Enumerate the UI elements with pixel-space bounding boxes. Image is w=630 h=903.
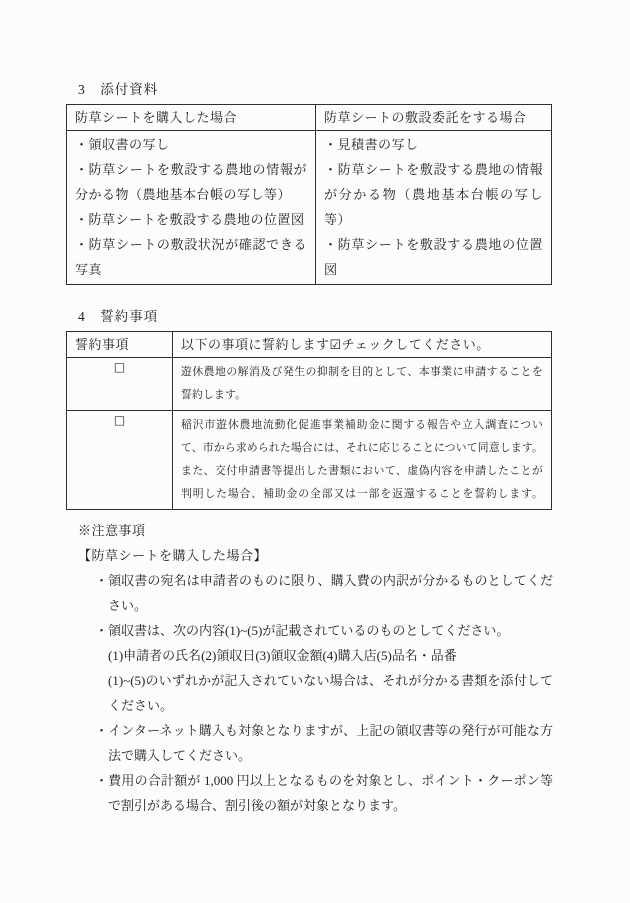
attachments-purchase-header: 防草シートを購入した場合 — [67, 105, 316, 131]
note-subline: (1)申請者の氏名(2)領収日(3)領収金額(4)購入店(5)品名・品番 — [108, 648, 457, 663]
pledge-heading: 4 誓約事項 — [78, 309, 159, 324]
pledge-text-line: また、交付申請書等提出した書類において、虚偽内容を申請したことが — [181, 465, 543, 477]
pledge-text-line: 判明した場合、補助金の全部又は一部を返還することを誓約します。 — [181, 488, 543, 500]
pledge-checkbox-cell-2[interactable] — [67, 411, 173, 510]
list-item: ・見積書の写し — [324, 137, 419, 152]
notes-case-heading: 【防草シートを購入した場合】 — [78, 548, 268, 563]
pledge-instruction: 以下の事項に誓約します☑チェックしてください。 — [173, 332, 552, 358]
note-item: ・インターネット購入も対象となりますが、上記の領収書等の発行が可能な方法で購入してください。 — [95, 723, 553, 763]
list-item: ・防草シートを敷設する農地の位置図 — [324, 237, 543, 277]
list-item: ・防草シートを敷設する農地の情報が分かる物（農地基本台帳の写し等） — [324, 162, 543, 227]
note-item: ・領収書は、次の内容(1)~(5)が記載されているのものとしてください。 — [95, 623, 510, 638]
checkbox-icon: □ — [113, 413, 126, 427]
pledge-header-row — [67, 332, 552, 358]
pledge-row-1 — [67, 358, 552, 411]
attachments-purchase-items — [67, 131, 316, 285]
notes-list — [95, 568, 553, 818]
pledge-checkbox-cell-1[interactable] — [67, 358, 173, 411]
pledge-table — [66, 331, 552, 510]
checkbox-icon: □ — [113, 360, 126, 374]
note-item: ・費用の合計額が 1,000 円以上となるものを対象とし、ポイント・クーポン等で割引がある場合、割引後の額が対象となります。 — [95, 773, 553, 813]
attachments-table — [66, 104, 552, 285]
pledge-label: 誓約事項 — [67, 332, 173, 358]
attachments-header-row — [67, 105, 552, 131]
note-subline: (1)~(5)のいずれかが記入されていない場合は、それが分かる書類を添付してください。 — [108, 673, 553, 713]
attachments-heading: 3 添付資料 — [78, 82, 159, 97]
pledge-text-line: 稲沢市遊休農地流動化促進事業補助金に関する報告や立入調査につい — [181, 419, 543, 431]
pledge-text-1 — [173, 358, 552, 411]
pledge-row-2 — [67, 411, 552, 510]
pledge-text-line: 遊休農地の解消及び発生の抑制を目的として、本事業に申請することを — [181, 366, 543, 378]
pledge-text-line: 誓約します。 — [181, 389, 247, 401]
attachments-body-row — [67, 131, 552, 285]
note-item: ・領収書の宛名は申請者のものに限り、購入費の内訳が分かるものとしてください。 — [95, 573, 553, 613]
page-content — [66, 82, 552, 818]
pledge-text-line: て、市から求められた場合には、それに応じることについて同意します。 — [181, 442, 543, 454]
list-item: ・防草シートを敷設する農地の情報が分かる物（農地基本台帳の写し等） — [75, 162, 307, 202]
list-item: ・防草シートを敷設する農地の位置図 — [75, 212, 305, 227]
attachments-consignment-header: 防草シートの敷設委託をする場合 — [316, 105, 552, 131]
list-item: ・防草シートの敷設状況が確認できる写真 — [75, 237, 307, 277]
list-item: ・領収書の写し — [75, 137, 170, 152]
pledge-text-2 — [173, 411, 552, 510]
notes-title: ※注意事項 — [78, 523, 146, 538]
attachments-consignment-items — [316, 131, 552, 285]
